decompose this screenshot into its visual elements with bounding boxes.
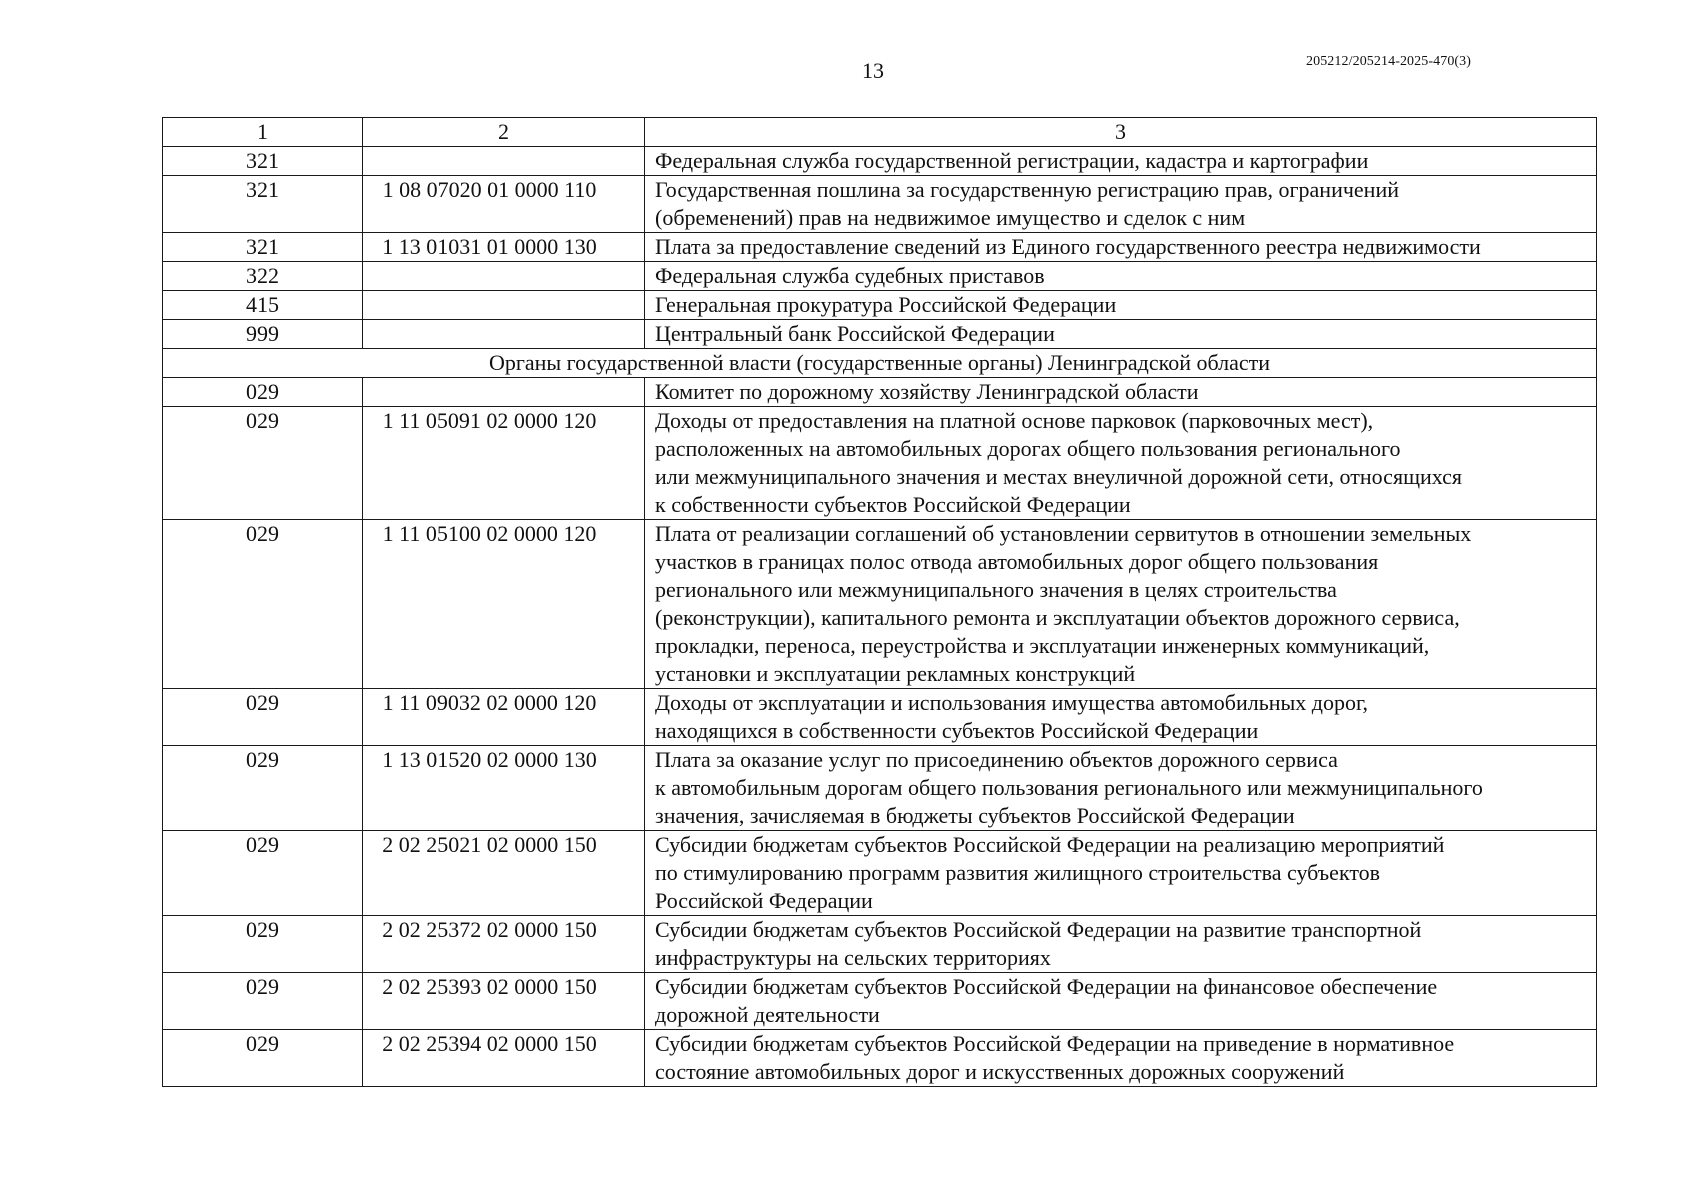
revenue-code-cell: 1 11 09032 02 0000 120 bbox=[363, 689, 645, 746]
admin-code-cell: 029 bbox=[163, 1030, 363, 1087]
description-cell: Комитет по дорожному хозяйству Ленинградской области bbox=[645, 378, 1597, 407]
table-row bbox=[163, 262, 1597, 291]
table-row bbox=[163, 407, 1597, 520]
column-header-2: 2 bbox=[363, 118, 645, 147]
revenue-code-cell: 1 11 05091 02 0000 120 bbox=[363, 407, 645, 520]
table-header-row bbox=[163, 118, 1597, 147]
description-cell: Субсидии бюджетам субъектов Российской Федерации на финансовое обеспечение дорожной деятельности bbox=[645, 973, 1597, 1030]
description-cell: Субсидии бюджетам субъектов Российской Федерации на реализацию мероприятий по стимулированию программ развития жилищного строительства субъектов Российской Федерации bbox=[645, 831, 1597, 916]
admin-code-cell: 029 bbox=[163, 973, 363, 1030]
revenue-code-cell: 1 13 01520 02 0000 130 bbox=[363, 746, 645, 831]
table-row bbox=[163, 520, 1597, 689]
section-header: Органы государственной власти (государственные органы) Ленинградской области bbox=[163, 349, 1597, 378]
revenue-code-cell: 1 13 01031 01 0000 130 bbox=[363, 233, 645, 262]
table-row bbox=[163, 689, 1597, 746]
section-header-row bbox=[163, 349, 1597, 378]
admin-code-cell: 321 bbox=[163, 176, 363, 233]
revenue-code-cell bbox=[363, 378, 645, 407]
revenue-code-cell bbox=[363, 291, 645, 320]
revenue-code-cell: 2 02 25021 02 0000 150 bbox=[363, 831, 645, 916]
description-cell: Генеральная прокуратура Российской Федерации bbox=[645, 291, 1597, 320]
revenue-code-cell: 2 02 25393 02 0000 150 bbox=[363, 973, 645, 1030]
description-cell: Плата от реализации соглашений об установлении сервитутов в отношении земельных участков в границах полос отвода автомобильных дорог общего пользования регионального или межмуниципального значения в целях строительства (реконструкции), капитального ремонта и эксплуатации объектов дорожного сервиса, прокладки, переноса, переустройства и эксплуатации инженерных коммуникаций, установки и эксплуатации рекламных конструкций bbox=[645, 520, 1597, 689]
table-row bbox=[163, 916, 1597, 973]
description-cell: Плата за предоставление сведений из Единого государственного реестра недвижимости bbox=[645, 233, 1597, 262]
revenue-code-cell bbox=[363, 262, 645, 291]
description-cell: Доходы от эксплуатации и использования имущества автомобильных дорог, находящихся в собственности субъектов Российской Федерации bbox=[645, 689, 1597, 746]
table-row bbox=[163, 831, 1597, 916]
revenue-code-cell bbox=[363, 147, 645, 176]
description-cell: Субсидии бюджетам субъектов Российской Федерации на развитие транспортной инфраструктуры на сельских территориях bbox=[645, 916, 1597, 973]
admin-code-cell: 322 bbox=[163, 262, 363, 291]
table-row bbox=[163, 378, 1597, 407]
admin-code-cell: 029 bbox=[163, 689, 363, 746]
revenue-code-cell: 2 02 25394 02 0000 150 bbox=[363, 1030, 645, 1087]
admin-code-cell: 029 bbox=[163, 520, 363, 689]
document-id: 205212/205214-2025-470(3) bbox=[1306, 54, 1472, 69]
table-row bbox=[163, 291, 1597, 320]
admin-code-cell: 029 bbox=[163, 378, 363, 407]
admin-code-cell: 415 bbox=[163, 291, 363, 320]
table-row bbox=[163, 746, 1597, 831]
table-row bbox=[163, 176, 1597, 233]
admin-code-cell: 029 bbox=[163, 407, 363, 520]
description-cell: Федеральная служба государственной регистрации, кадастра и картографии bbox=[645, 147, 1597, 176]
table-row bbox=[163, 320, 1597, 349]
table-row bbox=[163, 233, 1597, 262]
revenue-code-cell bbox=[363, 320, 645, 349]
table-row bbox=[163, 1030, 1597, 1087]
description-cell: Государственная пошлина за государственную регистрацию прав, ограничений (обременений) прав на недвижимое имущество и сделок с ним bbox=[645, 176, 1597, 233]
table-row bbox=[163, 973, 1597, 1030]
admin-code-cell: 029 bbox=[163, 831, 363, 916]
revenue-code-cell: 1 11 05100 02 0000 120 bbox=[363, 520, 645, 689]
table-row bbox=[163, 147, 1597, 176]
admin-code-cell: 999 bbox=[163, 320, 363, 349]
budget-codes-table bbox=[162, 117, 1597, 1087]
column-header-1: 1 bbox=[163, 118, 363, 147]
description-cell: Федеральная служба судебных приставов bbox=[645, 262, 1597, 291]
admin-code-cell: 029 bbox=[163, 916, 363, 973]
description-cell: Доходы от предоставления на платной основе парковок (парковочных мест), расположенных на автомобильных дорогах общего пользования регионального или межмуниципального значения и местах внеуличной дорожной сети, относящихся к собственности субъектов Российской Федерации bbox=[645, 407, 1597, 520]
description-cell: Субсидии бюджетам субъектов Российской Федерации на приведение в нормативное состояние автомобильных дорог и искусственных дорожных сооружений bbox=[645, 1030, 1597, 1087]
description-cell: Плата за оказание услуг по присоединению объектов дорожного сервиса к автомобильным дорогам общего пользования регионального или межмуниципального значения, зачисляемая в бюджеты субъектов Российской Федерации bbox=[645, 746, 1597, 831]
revenue-code-cell: 1 08 07020 01 0000 110 bbox=[363, 176, 645, 233]
column-header-3: 3 bbox=[645, 118, 1597, 147]
admin-code-cell: 029 bbox=[163, 746, 363, 831]
page-number: 13 bbox=[862, 58, 884, 83]
admin-code-cell: 321 bbox=[163, 147, 363, 176]
admin-code-cell: 321 bbox=[163, 233, 363, 262]
revenue-code-cell: 2 02 25372 02 0000 150 bbox=[363, 916, 645, 973]
description-cell: Центральный банк Российской Федерации bbox=[645, 320, 1597, 349]
